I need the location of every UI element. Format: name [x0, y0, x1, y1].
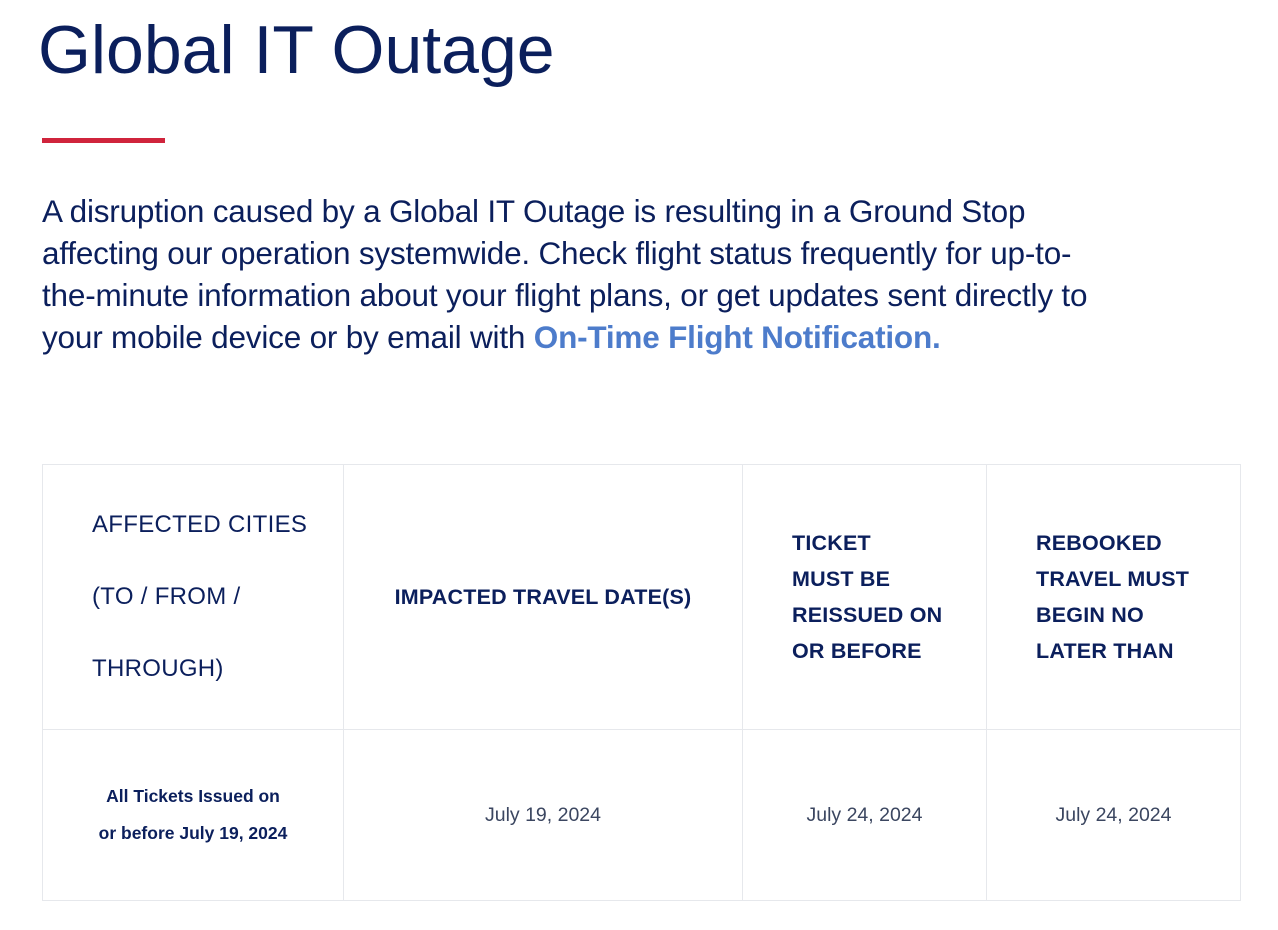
header-rebook-line: LATER THAN: [1036, 639, 1174, 663]
header-cities-line: (TO / FROM /: [92, 583, 241, 610]
cell-cities-line: or before July 19, 2024: [98, 823, 288, 843]
page-title: Global IT Outage: [38, 12, 555, 88]
cell-rebook-date: July 24, 2024: [987, 730, 1241, 901]
header-reissue-by: [743, 465, 987, 730]
header-impacted-dates: IMPACTED TRAVEL DATE(S): [344, 465, 743, 730]
header-rebook-line: TRAVEL MUST: [1036, 567, 1190, 591]
header-reissue-line: OR BEFORE: [792, 639, 922, 663]
header-rebook-line: REBOOKED: [1036, 531, 1162, 555]
intro-text: A disruption caused by a Global IT Outage is resulting in a Ground Stop affecting our operation systemwide. Check flight status frequently for up-to-the-minute information about your flight plans, or get updates sent directly to your mobile device or by email with: [42, 193, 1088, 355]
cell-affected-cities: [43, 730, 344, 901]
header-cities-line: AFFECTED CITIES: [92, 511, 308, 538]
rebooking-table: [42, 464, 1241, 901]
cell-cities-line: All Tickets Issued on: [106, 786, 280, 806]
header-affected-cities: [43, 465, 344, 730]
intro-paragraph: [42, 190, 1092, 358]
cell-impacted-date: July 19, 2024: [344, 730, 743, 901]
header-rebook-line: BEGIN NO: [1036, 603, 1144, 627]
header-reissue-line: MUST BE: [792, 567, 891, 591]
table-row: [43, 730, 1241, 901]
header-rebook-by: [987, 465, 1241, 730]
title-accent-rule: [42, 138, 165, 143]
header-reissue-line: REISSUED ON: [792, 603, 943, 627]
table-header-row: [43, 465, 1241, 730]
cell-reissue-date: July 24, 2024: [743, 730, 987, 901]
header-cities-line: THROUGH): [92, 655, 224, 682]
header-reissue-line: TICKET: [792, 531, 871, 555]
on-time-flight-notification-link[interactable]: On-Time Flight Notification.: [533, 319, 941, 355]
